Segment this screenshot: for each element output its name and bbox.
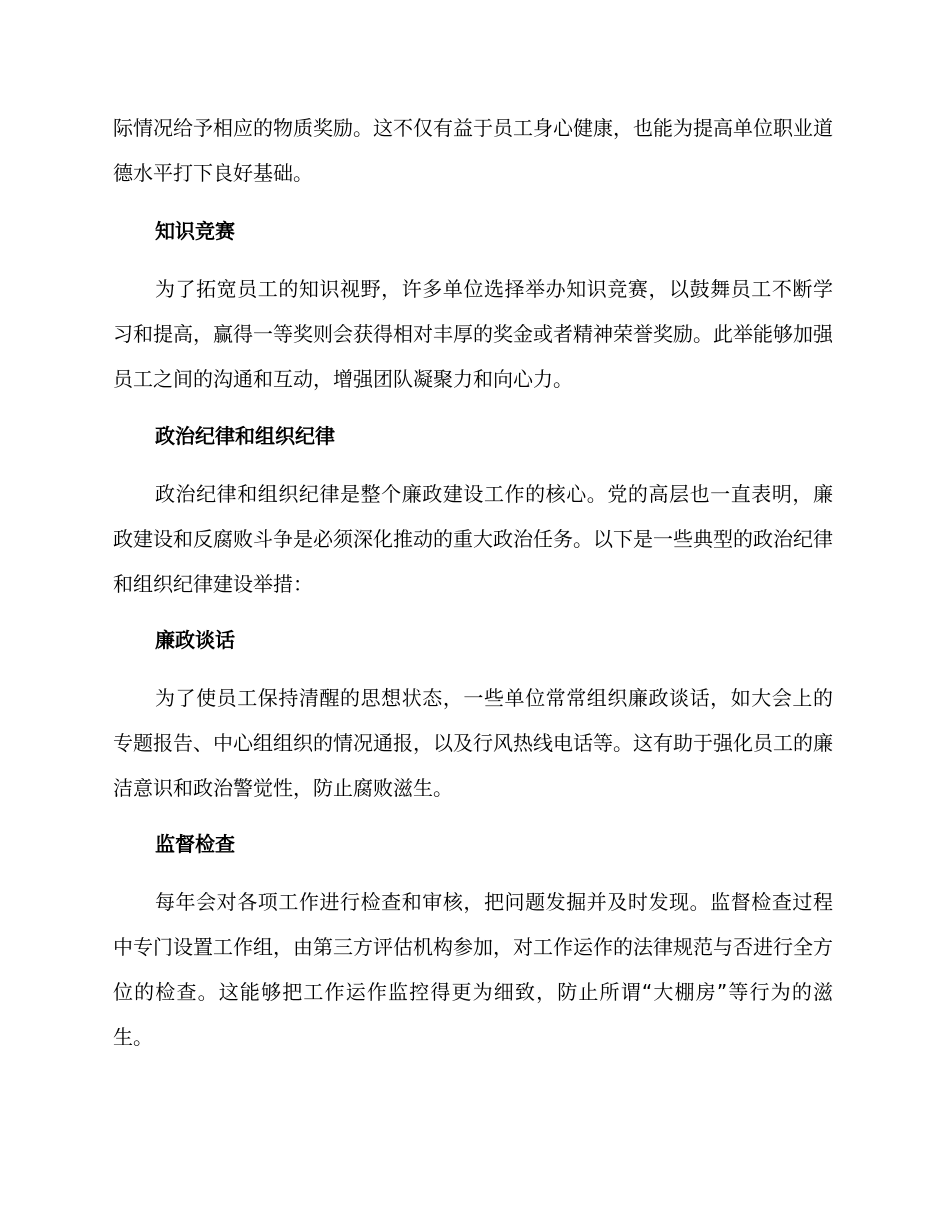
paragraph-political-discipline: 政治纪律和组织纪律是整个廉政建设工作的核心。党的高层也一直表明，廉政建设和反腐败斗争是必须深化推动的重大政治任务。以下是一些典型的政治纪律和组织纪律建设举措：: [113, 482, 833, 596]
paragraph-knowledge-contest: 为了拓宽员工的知识视野，许多单位选择举办知识竞赛，以鼓舞员工不断学习和提高，赢得一等奖则会获得相对丰厚的奖金或者精神荣誉奖励。此举能够加强员工之间的沟通和互动，增强团队凝聚力和向心力。: [113, 277, 833, 391]
heading-political-discipline: 政治纪律和组织纪律: [155, 424, 335, 448]
heading-supervision-inspection: 监督检查: [155, 832, 235, 856]
paragraph-integrity-talk: 为了使员工保持清醒的思想状态，一些单位常常组织廉政谈话，如大会上的专题报告、中心组组织的情况通报，以及行风热线电话等。这有助于强化员工的廉洁意识和政治警觉性，防止腐败滋生。: [113, 686, 833, 800]
paragraph-material-rewards: 际情况给予相应的物质奖励。这不仅有益于员工身心健康，也能为提高单位职业道德水平打下良好基础。: [113, 116, 833, 185]
paragraph-supervision-inspection: 每年会对各项工作进行检查和审核，把问题发掘并及时发现。监督检查过程中专门设置工作组，由第三方评估机构参加，对工作运作的法律规范与否进行全方位的检查。这能够把工作运作监控得更为细致，防止所谓“大棚房”等行为的滋生。: [113, 890, 833, 1049]
heading-integrity-talk: 廉政谈话: [155, 628, 235, 652]
heading-knowledge-contest: 知识竞赛: [155, 219, 235, 243]
